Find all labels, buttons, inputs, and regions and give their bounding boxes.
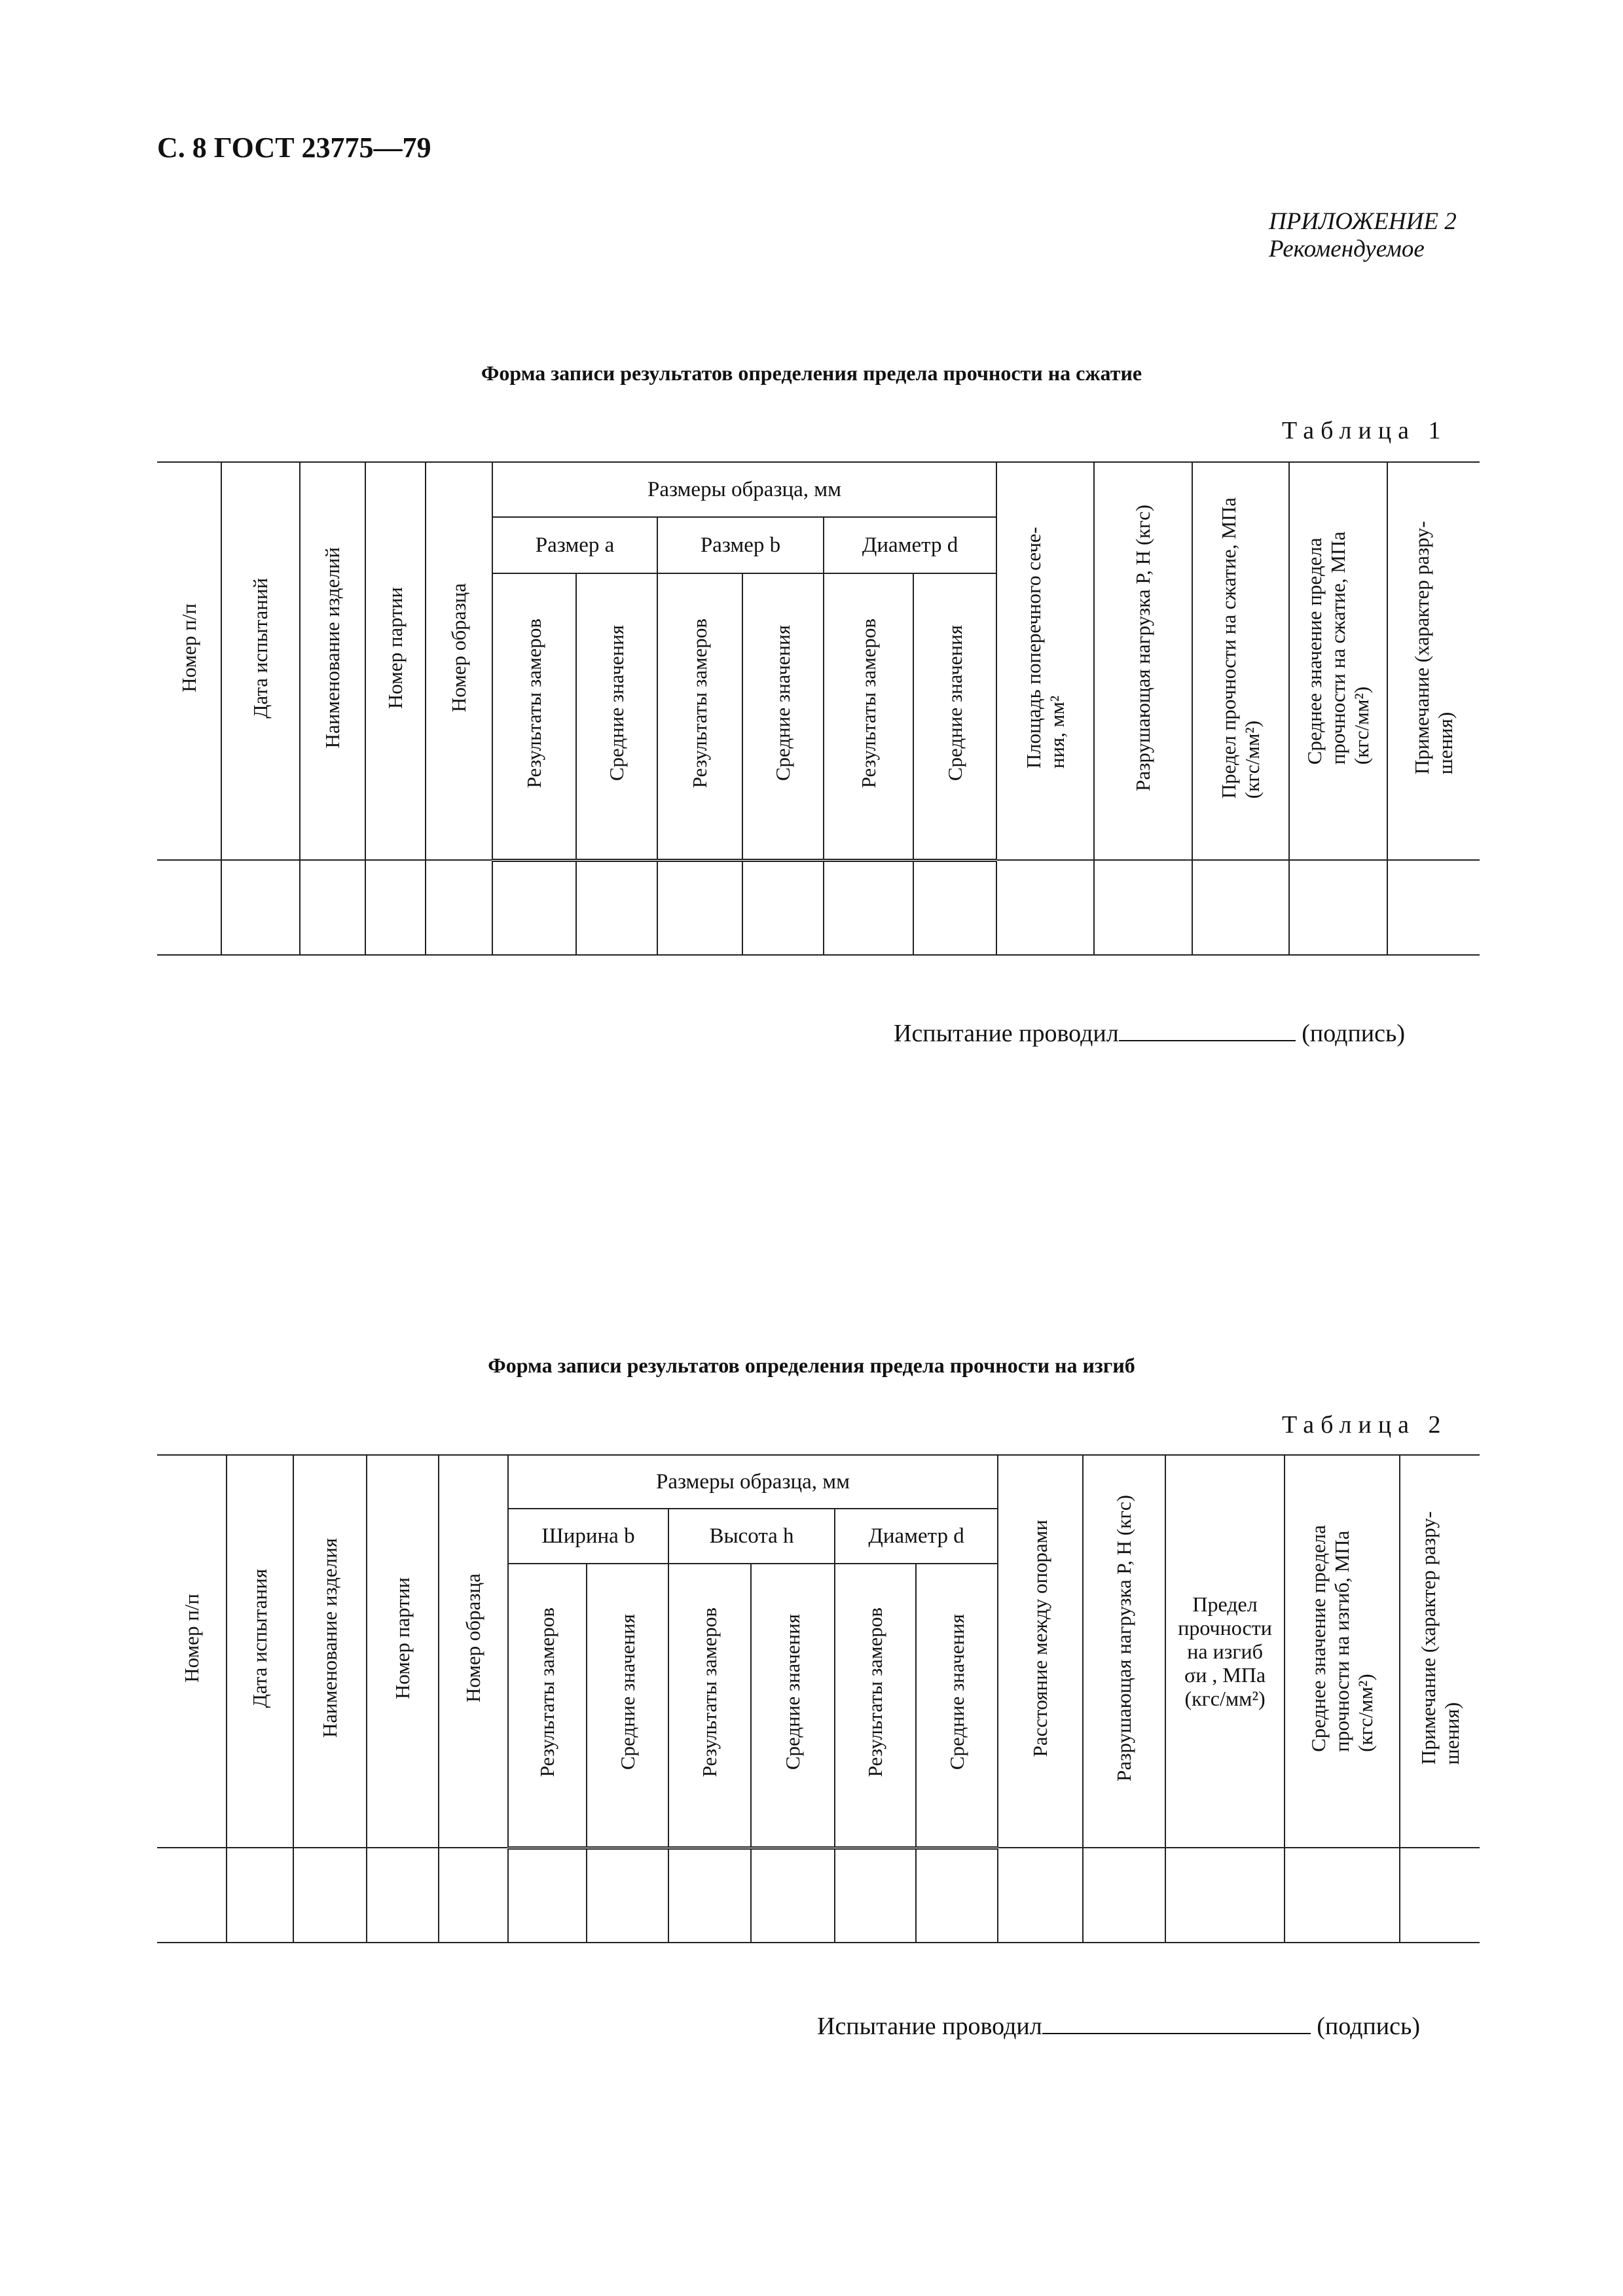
t2-cell[interactable]	[508, 1848, 587, 1943]
t1-cell[interactable]	[913, 860, 996, 955]
t2-sub-height: Высота h	[668, 1509, 835, 1564]
t2-cell[interactable]	[439, 1848, 508, 1943]
t2-res-width: Результаты замеров	[508, 1564, 587, 1848]
t1-empty-row	[157, 860, 1480, 955]
table2-form-title: Форма записи результатов определения предела прочности на изгиб	[488, 1354, 1135, 1377]
t2-avg-width: Средние значения	[587, 1564, 668, 1848]
t2-empty-row	[157, 1848, 1480, 1943]
t1-col-sample-header: Номер образца	[426, 462, 492, 860]
t2-col-mean-header: Среднее значение предела прочности на изгиб, МПа (кгс/мм²)	[1285, 1455, 1400, 1848]
t2-cell[interactable]	[668, 1848, 751, 1943]
t1-cell[interactable]	[1387, 860, 1480, 955]
t2-col-date-header: Дата испытания	[227, 1455, 293, 1848]
t2-col-sample-header: Номер образца	[439, 1455, 508, 1848]
t1-cell[interactable]	[576, 860, 657, 955]
table2-label: Таблица 2	[1282, 1411, 1448, 1439]
t1-group-header: Размеры образца, мм	[492, 462, 996, 517]
t2-cell[interactable]	[1285, 1848, 1400, 1943]
appendix-title: ПРИЛОЖЕНИЕ 2	[1269, 208, 1457, 235]
t2-group-header: Размеры образца, мм	[508, 1455, 998, 1509]
t2-cell[interactable]	[227, 1848, 293, 1943]
t2-col-note-header: Примечание (характер разру- шения)	[1400, 1455, 1480, 1848]
t2-col-num-header: Номер п/п	[157, 1455, 227, 1848]
t1-col-num-header: Номер п/п	[157, 462, 221, 860]
t1-col-load-header: Разрушающая нагрузка P, Н (кгс)	[1094, 462, 1192, 860]
t1-cell[interactable]	[157, 860, 221, 955]
page-header: С. 8 ГОСТ 23775—79	[157, 132, 431, 164]
t1-cell[interactable]	[742, 860, 824, 955]
t2-cell[interactable]	[587, 1848, 668, 1943]
t1-cell[interactable]	[365, 860, 426, 955]
t1-col-area-header: Площадь поперечного сече- ния, мм²	[996, 462, 1094, 860]
signature-suffix: (подпись)	[1317, 2013, 1420, 2040]
t2-cell[interactable]	[1400, 1848, 1480, 1943]
t1-cell[interactable]	[300, 860, 365, 955]
t2-res-height: Результаты замеров	[668, 1564, 751, 1848]
t2-avg-height: Средние значения	[751, 1564, 835, 1848]
table1	[157, 461, 1480, 956]
t1-res-d: Результаты замеров	[824, 573, 913, 860]
t2-cell[interactable]	[751, 1848, 835, 1943]
t1-cell[interactable]	[657, 860, 742, 955]
t2-sub-width: Ширина b	[508, 1509, 668, 1564]
t1-sub-d: Диаметр d	[824, 517, 996, 573]
t1-res-b: Результаты замеров	[657, 573, 742, 860]
signature-suffix: (подпись)	[1302, 1020, 1405, 1047]
t2-col-name-header: Наименование изделия	[293, 1455, 367, 1848]
signature-field[interactable]	[1119, 1020, 1296, 1041]
t2-col-limit-header: Предел прочности на изгиб σи , МПа (кгс/мм²)	[1165, 1455, 1285, 1848]
t2-sub-diameter: Диаметр d	[835, 1509, 998, 1564]
t1-avg-a: Средние значения	[576, 573, 657, 860]
t2-col-dist-header: Расстояние между опорами	[998, 1455, 1083, 1848]
t1-col-date-header: Дата испытаний	[221, 462, 300, 860]
t2-res-diameter: Результаты замеров	[835, 1564, 916, 1848]
t2-cell[interactable]	[916, 1848, 998, 1943]
t1-col-batch-header: Номер партии	[365, 462, 426, 860]
t2-cell[interactable]	[1165, 1848, 1285, 1943]
signature-label: Испытание проводил	[817, 2013, 1042, 2040]
t2-avg-diameter: Средние значения	[916, 1564, 998, 1848]
t2-col-batch-header: Номер партии	[367, 1455, 439, 1848]
t1-cell[interactable]	[492, 860, 576, 955]
t1-cell[interactable]	[996, 860, 1094, 955]
t2-cell[interactable]	[157, 1848, 227, 1943]
t2-col-load-header: Разрушающая нагрузка P, Н (кгс)	[1083, 1455, 1165, 1848]
appendix-block	[1269, 208, 1457, 263]
t1-res-a: Результаты замеров	[492, 573, 576, 860]
t1-col-note-header: Примечание (характер разру- шения)	[1387, 462, 1480, 860]
t1-cell[interactable]	[1094, 860, 1192, 955]
t1-cell[interactable]	[426, 860, 492, 955]
signature-line-2	[817, 2012, 1420, 2041]
t2-cell[interactable]	[293, 1848, 367, 1943]
t2-cell[interactable]	[998, 1848, 1083, 1943]
table1-form-title: Форма записи результатов определения предела прочности на сжатие	[481, 361, 1142, 385]
signature-field[interactable]	[1042, 2013, 1311, 2034]
t2-cell[interactable]	[1083, 1848, 1165, 1943]
t1-avg-b: Средние значения	[742, 573, 824, 860]
t1-cell[interactable]	[1192, 860, 1289, 955]
t2-cell[interactable]	[367, 1848, 439, 1943]
t1-col-name-header: Наименование изделий	[300, 462, 365, 860]
t1-sub-a: Размер a	[492, 517, 657, 573]
t2-cell[interactable]	[835, 1848, 916, 1943]
t1-avg-d: Средние значения	[913, 573, 996, 860]
appendix-subtitle: Рекомендуемое	[1269, 236, 1425, 262]
t1-col-limit-header: Предел прочности на сжатие, МПа (кгс/мм²)	[1192, 462, 1289, 860]
table1-label: Таблица 1	[1282, 417, 1448, 444]
t1-sub-b: Размер b	[657, 517, 824, 573]
t1-col-mean-header: Среднее значение предела прочности на сжатие, МПа (кгс/мм²)	[1289, 462, 1387, 860]
table2	[157, 1454, 1480, 1943]
signature-line-1	[894, 1019, 1405, 1048]
signature-label: Испытание проводил	[894, 1020, 1119, 1047]
t1-cell[interactable]	[824, 860, 913, 955]
t1-cell[interactable]	[1289, 860, 1387, 955]
t1-cell[interactable]	[221, 860, 300, 955]
